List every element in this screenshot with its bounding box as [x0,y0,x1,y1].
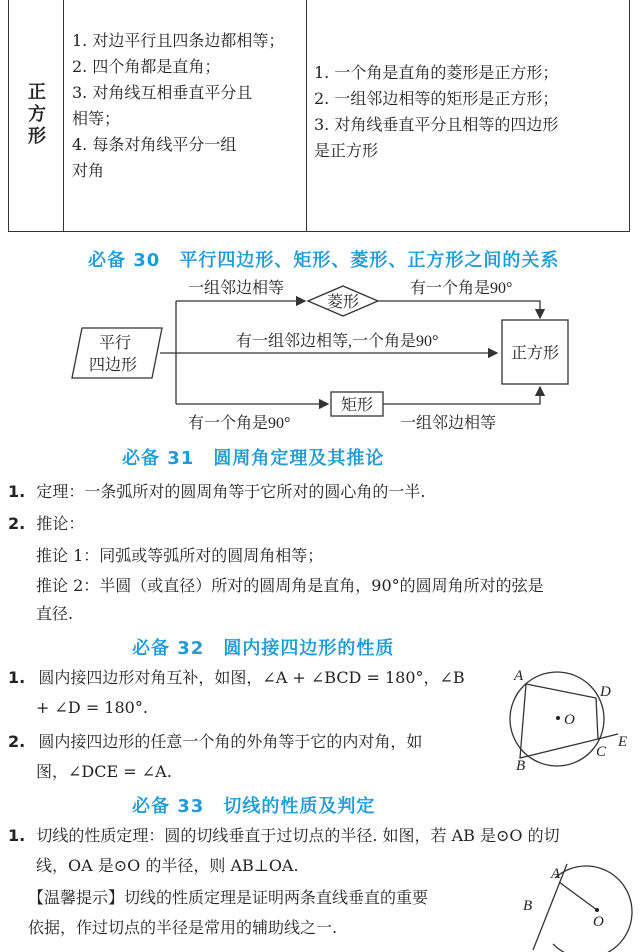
tangent-figure [515,860,635,952]
row-label-char: 形 [28,126,46,147]
term-label: 定理 [36,482,69,501]
property-line: 相等； [72,109,121,128]
edge-label-bottom-right: 一组邻边相等 [400,415,497,432]
tip-text: 切线的性质定理是证明两条直线垂直的重要 [124,888,429,907]
term-label: 推论 [36,514,69,533]
point-label-C: C [596,744,607,760]
point-label-D: D [600,684,611,700]
table-divider [306,0,307,231]
tangent-item-continuation: 线，OA 是⊙O 的半径，则 AB⊥OA. [36,856,299,875]
section-30-title: 必备 30 平行四边形、矩形、菱形、正方形之间的关系 [88,250,560,271]
tip-continuation: 依据，作过切点的半径是常用的辅助线之一. [28,918,338,937]
center-point [556,716,560,720]
cyclic-item-2-text: 圆内接四边形的任意一个角的外角等于它的内对角，如 [38,732,423,751]
property-line: 4. 每条对角线平分一组 [72,135,237,154]
section-31-title: 必备 31 圆周角定理及其推论 [122,448,385,469]
cyclic-quadrilateral-figure [500,664,640,774]
rectangle-label: 矩形 [340,397,374,414]
theorem-line [8,480,425,504]
circle-arc [553,866,632,952]
corollary-1-text: 推论 1：同弧或等弧所对的圆周角相等； [36,546,324,565]
point-label-E: E [618,734,628,750]
point-label-B: B [516,758,526,774]
diagram-arrow-rhombus-to-square [378,301,540,318]
section-33-title: 必备 33 切线的性质及判定 [132,796,376,817]
rhombus-label: 菱形 [326,294,360,311]
row-label-char: 方 [28,104,46,125]
property-line: 3. 对角线互相垂直平分且 [72,83,253,102]
row-label-char: 正 [28,82,46,103]
corollary-2-text: 推论 2：半圆（或直径）所对的圆周角是直角，90°的圆周角所对的弦是 [36,576,544,595]
corollary-heading [8,512,84,536]
item-number: 2. [8,514,26,533]
parallelogram-label: 四边形 [88,357,138,374]
parallelogram-label: 平行 [98,335,132,352]
tip-line-1 [28,886,428,910]
point-label-A: A [551,866,561,882]
center-point [595,908,599,912]
quadrilateral-relationship-diagram [0,268,640,438]
item-number: 2. [8,732,26,751]
property-line: 对角 [72,161,105,180]
point-label-O: O [593,914,604,930]
point-label-O: O [564,712,575,728]
criterion-line: 3. 对角线垂直平分且相等的四边形 [314,115,559,134]
criterion-line: 1. 一个角是直角的菱形是正方形； [314,63,559,82]
edge-label-top-left: 一组邻边相等 [188,280,285,297]
tangent-line [533,864,567,950]
cyclic-item-1-continuation: + ∠D = 180°. [36,698,148,717]
punctuation: ： [68,514,85,533]
cyclic-item-1-line-1 [8,666,465,690]
tip-label: 【温馨提示】 [28,888,125,907]
item-number: 1. [8,668,26,687]
radius-line [559,882,597,910]
tangent-item-text: ：圆的切线垂直于过切点的半径. 如图，若 AB 是⊙O 的切 [148,826,560,845]
section-32-title: 必备 32 圆内接四边形的性质 [132,638,395,659]
point-label-B: B [523,898,533,914]
item-number: 1. [8,826,26,845]
property-line: 1. 对边平行且四条边都相等； [72,31,285,50]
point-label-A: A [514,668,524,684]
cyclic-item-2-continuation: 图，∠DCE = ∠A. [36,762,172,781]
cyclic-item-2-line-1 [8,730,422,754]
edge-label-top-right: 有一个角是90° [410,280,513,297]
edge-label-middle: 有一组邻边相等,一个角是90° [236,333,439,350]
tangent-item-line-1 [8,824,560,848]
square-label: 正方形 [510,345,560,362]
property-line: 2. 四个角都是直角； [72,57,221,76]
diagram-arrow-rectangle-to-square [383,387,540,404]
criterion-line: 2. 一组邻边相等的矩形是正方形； [314,89,559,108]
item-number: 1. [8,482,26,501]
criterion-line: 是正方形 [314,141,379,160]
corollary-2-continuation: 直径. [36,604,74,623]
criteria-cell [314,60,558,164]
row-label-square [20,82,54,148]
theorem-text: ：一条弧所对的圆周角等于它所对的圆心角的一半. [68,482,426,501]
properties-cell [72,28,284,184]
term-label: 切线的性质定理 [36,826,149,845]
table-divider [63,0,64,231]
cyclic-item-1-text: 圆内接四边形对角互补，如图，∠A + ∠BCD = 180°，∠B [38,668,465,687]
edge-label-bottom-left: 有一个角是90° [188,415,291,432]
quadrilateral-shape [520,684,598,758]
